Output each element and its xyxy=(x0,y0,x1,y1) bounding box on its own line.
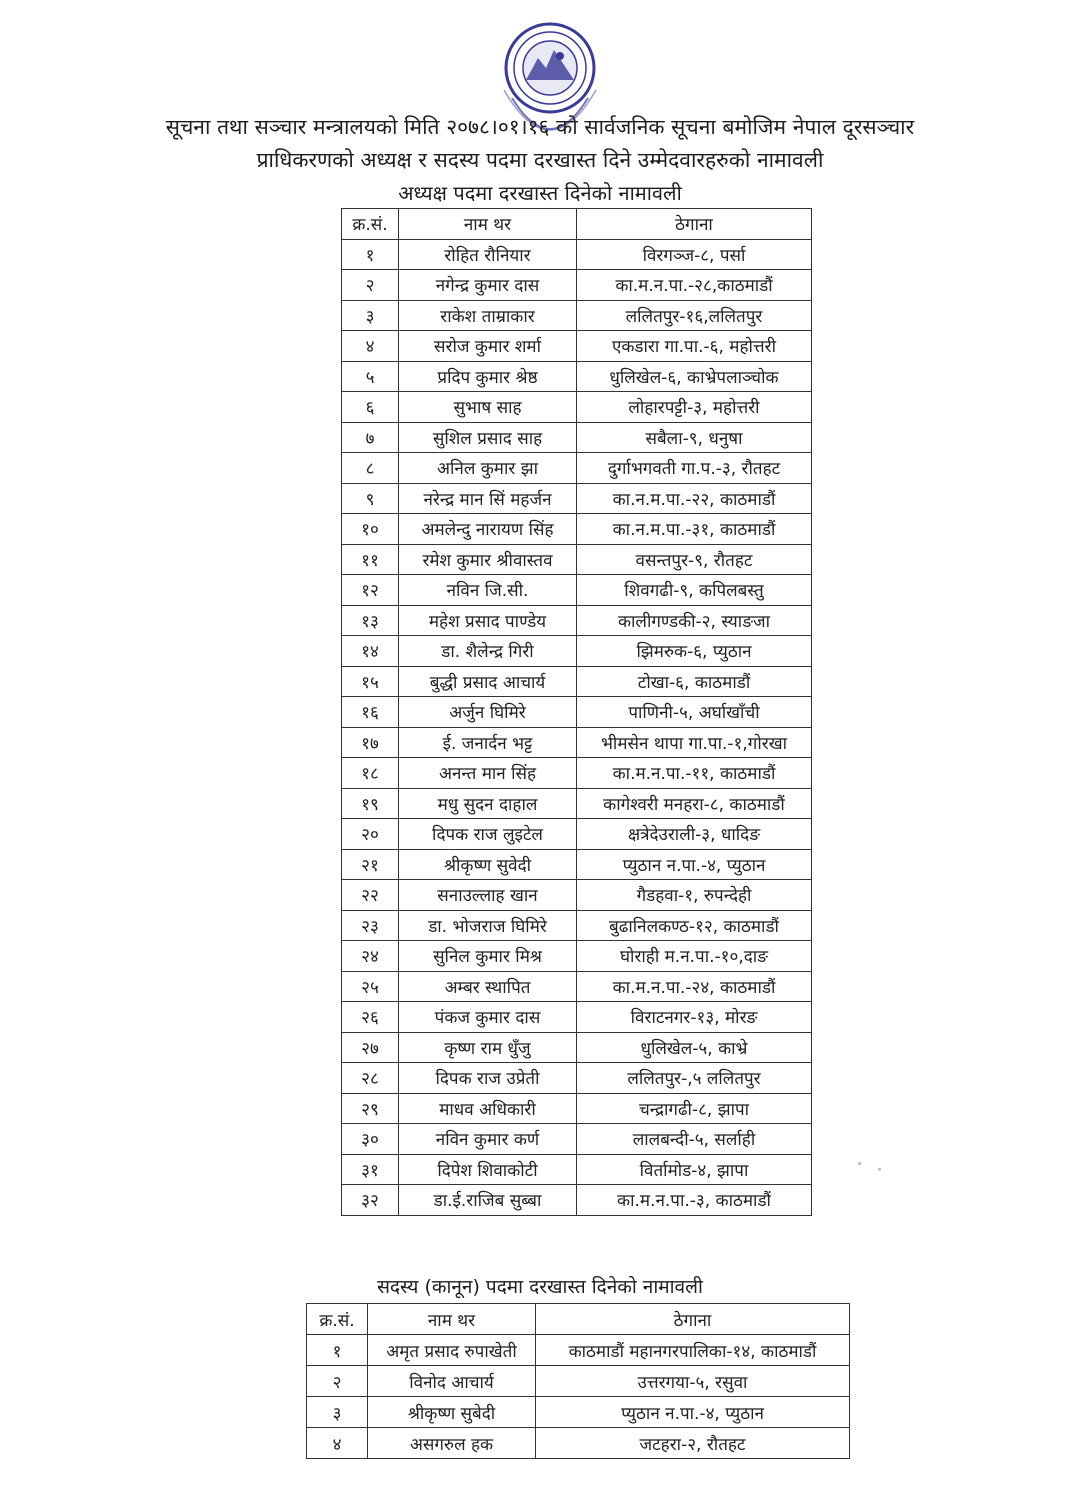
address-cell: टोखा-६, काठमाडौं xyxy=(577,666,812,697)
name-cell: नगेन्द्र कुमार दास xyxy=(399,270,577,301)
address-cell: का.म.न.पा.-२८,काठमाडौं xyxy=(577,270,812,301)
table-row xyxy=(342,849,812,880)
address-cell: ललितपुर-,५ ललितपुर xyxy=(577,1063,812,1094)
serial-cell: ९ xyxy=(342,483,399,514)
address-cell: उत्तरगया-५, रसुवा xyxy=(536,1366,850,1397)
table-header-row xyxy=(307,1304,850,1335)
name-cell: अमृत प्रसाद रुपाखेती xyxy=(368,1335,536,1366)
name-cell: सनाउल्लाह खान xyxy=(399,880,577,911)
address-cell: प्युठान न.पा.-४, प्युठान xyxy=(536,1397,850,1428)
table-header-row xyxy=(342,209,812,240)
col-name-header: नाम थर xyxy=(399,209,577,240)
name-cell: बुद्धी प्रसाद आचार्य xyxy=(399,666,577,697)
serial-cell: ३१ xyxy=(342,1154,399,1185)
name-cell: सरोज कुमार शर्मा xyxy=(399,331,577,362)
table-row xyxy=(342,1063,812,1094)
name-cell: रमेश कुमार श्रीवास्तव xyxy=(399,544,577,575)
table-row xyxy=(342,331,812,362)
table-row xyxy=(342,239,812,270)
address-cell: सबैला-९, धनुषा xyxy=(577,422,812,453)
table-row xyxy=(342,575,812,606)
col-name-header: नाम थर xyxy=(368,1304,536,1335)
table-row xyxy=(342,422,812,453)
table-row xyxy=(342,941,812,972)
name-cell: अमलेन्दु नारायण सिंह xyxy=(399,514,577,545)
address-cell: का.न.म.पा.-२२, काठमाडौं xyxy=(577,483,812,514)
name-cell: श्रीकृष्ण सुवेदी xyxy=(399,849,577,880)
table-row xyxy=(342,910,812,941)
name-cell: डा. भोजराज घिमिरे xyxy=(399,910,577,941)
address-cell: पाणिनी-५, अर्घाखाँची xyxy=(577,697,812,728)
col-serial-header: क्र.सं. xyxy=(307,1304,368,1335)
serial-cell: १८ xyxy=(342,758,399,789)
table-row xyxy=(342,544,812,575)
address-cell: का.म.न.पा.-११, काठमाडौं xyxy=(577,758,812,789)
address-cell: ललितपुर-१६,ललितपुर xyxy=(577,300,812,331)
address-cell: काठमाडौं महानगरपालिका-१४, काठमाडौं xyxy=(536,1335,850,1366)
address-cell: घोराही म.न.पा.-१०,दाङ xyxy=(577,941,812,972)
address-cell: कालीगण्डकी-२, स्याङजा xyxy=(577,605,812,636)
table-row xyxy=(342,758,812,789)
serial-cell: १५ xyxy=(342,666,399,697)
member-list-title: सदस्य (कानून) पदमा दरखास्त दिनेको नामावली xyxy=(377,1276,703,1298)
address-cell: चन्द्रागढी-८, झापा xyxy=(577,1093,812,1124)
serial-cell: २९ xyxy=(342,1093,399,1124)
table-row xyxy=(307,1366,850,1397)
name-cell: डा. शैलेन्द्र गिरी xyxy=(399,636,577,667)
serial-cell: १४ xyxy=(342,636,399,667)
name-cell: मधु सुदन दाहाल xyxy=(399,788,577,819)
address-cell: झिमरुक-६, प्युठान xyxy=(577,636,812,667)
name-cell: नरेन्द्र मान सिं महर्जन xyxy=(399,483,577,514)
name-cell: अम्बर स्थापित xyxy=(399,971,577,1002)
name-cell: डा.ई.राजिब सुब्बा xyxy=(399,1185,577,1216)
serial-cell: १३ xyxy=(342,605,399,636)
name-cell: सुशिल प्रसाद साह xyxy=(399,422,577,453)
serial-cell: ७ xyxy=(342,422,399,453)
name-cell: महेश प्रसाद पाण्डेय xyxy=(399,605,577,636)
name-cell: रोहित रौनियार xyxy=(399,239,577,270)
serial-cell: १० xyxy=(342,514,399,545)
table-row xyxy=(342,1032,812,1063)
name-cell: पंकज कुमार दास xyxy=(399,1002,577,1033)
serial-cell: २६ xyxy=(342,1002,399,1033)
address-cell: का.न.म.पा.-३१, काठमाडौं xyxy=(577,514,812,545)
address-cell: दुर्गाभगवती गा.प.-३, रौतहट xyxy=(577,453,812,484)
table-row xyxy=(342,1093,812,1124)
serial-cell: ३० xyxy=(342,1124,399,1155)
serial-cell: २ xyxy=(342,270,399,301)
member-applicants-table xyxy=(306,1303,850,1459)
address-cell: भीमसेन थापा गा.पा.-१,गोरखा xyxy=(577,727,812,758)
table-row xyxy=(342,361,812,392)
serial-cell: ६ xyxy=(342,392,399,423)
name-cell: श्रीकृष्ण सुबेदी xyxy=(368,1397,536,1428)
serial-cell: ३ xyxy=(307,1397,368,1428)
chair-list-title: अध्यक्ष पदमा दरखास्त दिनेको नामावली xyxy=(398,181,682,205)
serial-cell: २१ xyxy=(342,849,399,880)
table-row xyxy=(342,1124,812,1155)
name-cell: प्रदिप कुमार श्रेष्ठ xyxy=(399,361,577,392)
scan-speck xyxy=(878,1168,881,1171)
chair-applicants-table xyxy=(341,208,812,1216)
name-cell: नविन कुमार कर्ण xyxy=(399,1124,577,1155)
serial-cell: २३ xyxy=(342,910,399,941)
table-row xyxy=(342,453,812,484)
table-row xyxy=(342,727,812,758)
serial-cell: १ xyxy=(307,1335,368,1366)
table-row xyxy=(342,392,812,423)
table-row xyxy=(342,971,812,1002)
address-cell: लालबन्दी-५, सर्लाही xyxy=(577,1124,812,1155)
name-cell: ई. जनार्दन भट्ट xyxy=(399,727,577,758)
serial-cell: ३ xyxy=(342,300,399,331)
table-row xyxy=(342,788,812,819)
serial-cell: २८ xyxy=(342,1063,399,1094)
table-row xyxy=(342,1185,812,1216)
serial-cell: ११ xyxy=(342,544,399,575)
table-row xyxy=(342,300,812,331)
serial-cell: १९ xyxy=(342,788,399,819)
serial-cell: २५ xyxy=(342,971,399,1002)
address-cell: प्युठान न.पा.-४, प्युठान xyxy=(577,849,812,880)
table-row xyxy=(342,483,812,514)
serial-cell: ८ xyxy=(342,453,399,484)
name-cell: अर्जुन घिमिरे xyxy=(399,697,577,728)
table-row xyxy=(307,1335,850,1366)
name-cell: दिपेश शिवाकोटी xyxy=(399,1154,577,1185)
col-address-header: ठेगाना xyxy=(577,209,812,240)
address-cell: का.म.न.पा.-२४, काठमाडौं xyxy=(577,971,812,1002)
name-cell: अनिल कुमार झा xyxy=(399,453,577,484)
table-row xyxy=(342,270,812,301)
address-cell: कागेश्वरी मनहरा-८, काठमाडौं xyxy=(577,788,812,819)
name-cell: नविन जि.सी. xyxy=(399,575,577,606)
table-row xyxy=(342,1002,812,1033)
name-cell: दिपक राज लुइटेल xyxy=(399,819,577,850)
notice-heading-line1: सूचना तथा सञ्चार मन्त्रालयको मिति २०७८।०१।१६ को सार्वजनिक सूचना बमोजिम नेपाल दूरसञ्चार xyxy=(165,115,915,139)
serial-cell: ४ xyxy=(307,1428,368,1459)
address-cell: का.म.न.पा.-३, काठमाडौं xyxy=(577,1185,812,1216)
table-row xyxy=(342,880,812,911)
serial-cell: २२ xyxy=(342,880,399,911)
serial-cell: १७ xyxy=(342,727,399,758)
name-cell: दिपक राज उप्रेती xyxy=(399,1063,577,1094)
name-cell: माधव अधिकारी xyxy=(399,1093,577,1124)
serial-cell: २४ xyxy=(342,941,399,972)
table-row xyxy=(342,1154,812,1185)
col-serial-header: क्र.सं. xyxy=(342,209,399,240)
name-cell: विनोद आचार्य xyxy=(368,1366,536,1397)
name-cell: सुनिल कुमार मिश्र xyxy=(399,941,577,972)
address-cell: धुलिखेल-६, काभ्रेपलाञ्चोक xyxy=(577,361,812,392)
serial-cell: ४ xyxy=(342,331,399,362)
address-cell: एकडारा गा.पा.-६, महोत्तरी xyxy=(577,331,812,362)
address-cell: बुढानिलकण्ठ-१२, काठमाडौं xyxy=(577,910,812,941)
serial-cell: ५ xyxy=(342,361,399,392)
table-row xyxy=(342,666,812,697)
name-cell: राकेश ताम्राकार xyxy=(399,300,577,331)
address-cell: लोहारपट्टी-३, महोत्तरी xyxy=(577,392,812,423)
name-cell: अनन्त मान सिंह xyxy=(399,758,577,789)
address-cell: विराटनगर-१३, मोरङ xyxy=(577,1002,812,1033)
table-row xyxy=(342,636,812,667)
name-cell: असगरुल हक xyxy=(368,1428,536,1459)
address-cell: क्षत्रेदेउराली-३, धादिङ xyxy=(577,819,812,850)
address-cell: जटहरा-२, रौतहट xyxy=(536,1428,850,1459)
address-cell: गैडहवा-१, रुपन्देही xyxy=(577,880,812,911)
table-row xyxy=(342,819,812,850)
serial-cell: ३२ xyxy=(342,1185,399,1216)
serial-cell: १२ xyxy=(342,575,399,606)
address-cell: धुलिखेल-५, काभ्रे xyxy=(577,1032,812,1063)
serial-cell: २ xyxy=(307,1366,368,1397)
table-row xyxy=(342,697,812,728)
notice-heading-line2: प्राधिकरणको अध्यक्ष र सदस्य पदमा दरखास्त दिने उम्मेदवारहरुको नामावली xyxy=(256,148,824,172)
address-cell: विर्तामोड-४, झापा xyxy=(577,1154,812,1185)
table-row xyxy=(342,605,812,636)
table-row xyxy=(307,1428,850,1459)
serial-cell: १ xyxy=(342,239,399,270)
scan-speck xyxy=(858,1162,861,1165)
name-cell: कृष्ण राम धुँजु xyxy=(399,1032,577,1063)
name-cell: सुभाष साह xyxy=(399,392,577,423)
col-address-header: ठेगाना xyxy=(536,1304,850,1335)
table-row xyxy=(342,514,812,545)
serial-cell: २० xyxy=(342,819,399,850)
table-row xyxy=(307,1397,850,1428)
address-cell: विरगञ्ज-८, पर्सा xyxy=(577,239,812,270)
serial-cell: २७ xyxy=(342,1032,399,1063)
serial-cell: १६ xyxy=(342,697,399,728)
address-cell: वसन्तपुर-९, रौतहट xyxy=(577,544,812,575)
address-cell: शिवगढी-९, कपिलबस्तु xyxy=(577,575,812,606)
